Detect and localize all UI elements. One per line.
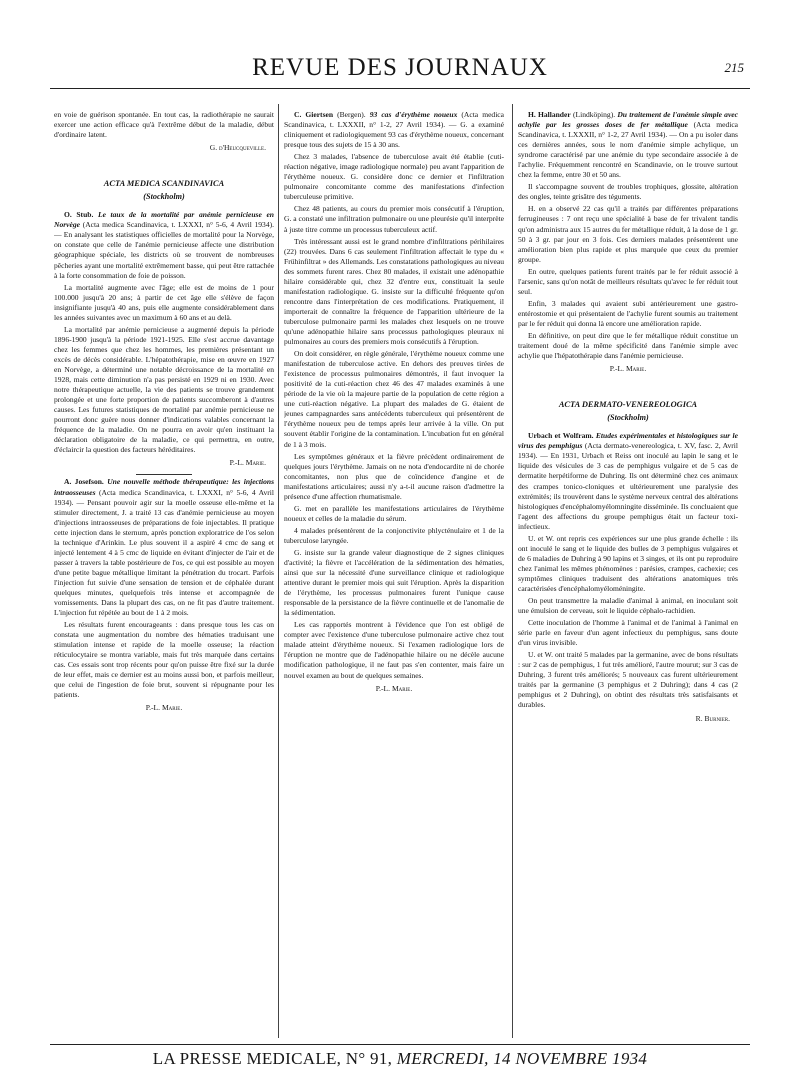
article-author: O. Stub. [64, 210, 94, 220]
section-subtitle: (Stockholm) [607, 413, 649, 423]
footer-rule [50, 1044, 750, 1045]
author-signature: P.-L. Marie. [375, 683, 413, 693]
author-signature: P.-L. Marie. [229, 458, 266, 468]
article-abstract [54, 210, 274, 280]
author-signature: P.-L. Marie. [609, 364, 647, 374]
paragraph: G. insiste sur la grande valeur diagnostique de 2 signes cliniques d'activité; la fièvre et l'accélération de la sédimentation des hématies, ainsi que sur la nécessité d'une surveillance clinique et radiologique attentive durant le premier mois qui suit l'éruption. Après la disparition de l'érythème, les processus pulmonaires furent l'unique cause responsable de la persistance de la fièvre continuelle et de l'anomalie de la sédimentation. [284, 547, 504, 618]
article-author: Urbach et Wolfram. [528, 431, 594, 441]
article-abstract [518, 431, 738, 531]
footer-date: MERCREDI, 14 NOVEMBRE 1934 [396, 1049, 648, 1068]
paragraph: Les résultats furent encourageants : dans presque tous les cas on constata une augmentation du nombre des hématies traduisant une stimulation intense et rapide de la moelle osseuse; la réaction réticulocytaire se montra variable, mais fut très marquée dans certains cas. Ces essais sont trop récents pour qu'on puisse être fixé sur la durée de leur effet, mais ce dernier est au moins aussi bon, et parfois meilleur, que celui de l'ingestion de foie brut, souvent si répugnante pour les patients. [54, 620, 274, 700]
article-title: Une nouvelle méthode thérapeutique: les injections intraosseuses [54, 477, 274, 497]
footer-text [50, 1049, 750, 1069]
section-subtitle: (Stockholm) [143, 192, 185, 202]
author-signature: R. Burnier. [695, 713, 730, 723]
paragraph: Il s'accompagne souvent de troubles trophiques, glossite, altération des ongles, teinte grisâtre des téguments. [518, 182, 738, 202]
paragraph: Chez 3 malades, l'absence de tuberculose avait été établie (cuti-réaction négative, image radiologique normale) peu avant l'apparition de l'érythème noueux. G. considère donc ce dernier et l'infiltration pulmonaire concomitante comme des manifestations d'infection tuberculeuse primitive. [284, 152, 504, 202]
paragraph: Enfin, 3 malades qui avaient subi antérieurement une gastro-entérostomie et qui présentaient de l'achylie furent soumis au traitement par le fer réduit qui donna là encore une amélioration rapide. [518, 298, 738, 328]
column-divider [512, 104, 513, 1038]
paragraph: Cette inoculation de l'homme à l'animal et de l'animal à l'animal en série parle en faveur d'un agent infectieux du pemphigus, sans doute d'un virus invisible. [518, 618, 738, 648]
paragraph: Très intéressant aussi est le grand nombre d'infiltrations périhilaires (22) trouvées. Dans 6 cas seulement l'infiltration affectait le type du « Frühinfiltrat » des Allemands. Les constatations pathologiques au niveau des sommets furent rares. Chez 80 malades, il existait une adénopathie hilaire considérable qui, chez 32 d'entre eux, constituait la seule manifestation radiologique. G. insiste sur la difficulté fréquente qu'on rencontre dans l'interprétation de ces modifications. Pratiquement, il importerait de connaître la fréquence de l'apparition ultérieure de la tuberculose pulmonaire parmi les malades chez lesquels on ne trouve qu'une adénopathie hilaire sans processus pathologiques pleuraux ni pulmonaires au cours des premiers mois consécutifs à l'éruption. [284, 236, 504, 347]
paragraph: Chez 48 patients, au cours du premier mois consécutif à l'éruption, G. a constaté une infiltration pulmonaire ou une pleurésie qu'il interprète à juste titre comme un processus tuberculeux actif. [284, 204, 504, 234]
paragraph: La mortalité par anémie pernicieuse a augmenté depuis la période 1896-1900 jusqu'à la période 1921-1925. Elle s'est accrue davantage chez les femmes que chez les hommes, les premières présentant un excès de décès considérable. L'hépatothérapie, mise en œuvre en 1927 en Norvège, a déterminé une notable décroissance de la mortalité en 1928, mais cette diminution n'a pas persisté en 1929 ni en 1930. Avec notre thérapeutique actuelle, la vie des patients se trouve grandement prolongée et une forte proportion de patients succomberont à d'autres causes. Les futures statistiques de mortalité par anémie pernicieuse ne pourront donc guère nous donner d'indications valables concernant la fréquence de la maladie. On ne pourra en avoir qu'en instituant la déclaration obligatoire de la maladie, ce qui permettra, en outre, d'éclaircir la question des facteurs héréditaires. [54, 324, 274, 455]
paragraph: On doit considérer, en règle générale, l'érythème noueux comme une manifestation de tuberculose active. En dehors des preuves tirées de l'existence de processus pulmonaires démontrés, il faut invoquer la positivité de la cuti-réaction chez 46 des 47 malades examinés à une période de la vie où la majeure partie de la population de cette région a une cuti-réaction négative. La plupart des malades de G. étaient de jeunes campagnardes sans antécédents tuberculeux qui présentèrent de l'érythème noueux peu de temps après leur arrivée à la ville. On put souvent établir l'origine de la contamination. L'incubation fut en général de 1 à 3 mois. [284, 349, 504, 449]
article-body: (Acta medica Scandinavica, t. LXXXII, n° 1-2, 27 Avril 1934). — On a pu isoler dans ces dernières années, sous le nom d'anémie simple achylique, un syndrome caractérisé par une anémie du type secondaire associée à de l'achylie. Fréquemment rencontré en Scandinavie, on le trouve surtout chez la femme, entre 30 et 50 ans. [518, 120, 738, 180]
section-title: ACTA DERMATO-VENEREOLOGICA [558, 400, 698, 410]
paragraph: En outre, quelques patients furent traités par le fer réduit associé à l'arsenic, sans qu'on notât de meilleurs résultats qu'avec le fer réduit tout seul. [518, 266, 738, 296]
running-title: REVUE DES JOURNAUX [252, 54, 548, 81]
article-body: (Acta medica Scandinavica, t. LXXXII, n° 1-2, 27 Avril 1934). — G. a examiné cliniquement et radiologiquement 93 cas d'érythème noueux, concernant presque tous des sujets de 15 à 30 ans. [284, 110, 504, 150]
page-header [50, 52, 750, 92]
article-author: C. Giertsen [294, 110, 334, 119]
footer-journal: LA PRESSE MEDICALE, [152, 1049, 342, 1068]
page-footer [50, 1044, 750, 1069]
article-title: 93 cas d'érythème noueux [369, 110, 458, 119]
article-abstract [518, 110, 738, 180]
column-left [54, 110, 274, 1040]
paragraph: U. et W. ont repris ces expériences sur une plus grande échelle : ils ont inoculé le sang et le liquide des bulles de 3 pemphigus vulgaires et de 6 maladies de Duhring à 90 lapins et 3 singes, et ils ont pu reproduire chez l'animal les mêmes phénomènes : parésies, crampes, cachexie; ces symptômes cliniques traduisent des altérations anatomiques très caractérisées d'encéphalomyéloméningite. [518, 533, 738, 593]
header-rule [50, 88, 750, 89]
article-body: (Acta dermato-venereologica, t. XV, fasc. 2, Avril 1934). — En 1931, Urbach et Reiss ont inoculé au lapin le sang et le liquide des vésicules de 3 cas de pemphigus vulgaire et de 5 cas de dermatite herpétiforme de Duhring. Ils ont déterminé chez ces animaux des crampes tonico-cloniques et ultérieurement une paralysie des extrémités; ils trouvèrent dans le système nerveux central des altérations histologiques d'encéphalomyélomningite disséminée. Ils concluaient que l'agent des affections du groupe pemphigus était un facteur toxi-infectieux. [518, 441, 738, 531]
article-title: Le taux de la mortalité par anémie pernicieuse en Norvège [54, 210, 274, 230]
paragraph: H. en a observé 22 cas qu'il a traités par différentes préparations ferrugineuses : 7 ont reçu une spécialité à base de fer trivalent tandis qu'on administra aux 15 autres du fer métallique réduit, à la dose de 1 gr. 50 à 3 gr. par jour en 3 fois. Ces derniers malades présentèrent une amélioration bien plus rapide et plus marquée que ceux du premier groupe. [518, 204, 738, 264]
page-number: 215 [724, 60, 744, 75]
paragraph: Les symptômes généraux et la fièvre précèdent ordinairement de quelques jours l'érythème. Jamais on ne nota d'endocardite ni de chorée concomitantes, non plus que de coïncidence d'angine et de manifestations articulaires; aussi n'y a-t-il aucune raison d'admettre la présence d'une affection rhumatismale. [284, 451, 504, 501]
article-place: (Bergen). [337, 110, 366, 119]
article-place: (Lindköping). [572, 110, 616, 119]
paragraph: Les cas rapportés montrent à l'évidence que l'on est obligé de compter avec l'existence d'une tuberculose pulmonaire active chez tout malade atteint d'érythème noueux. Si l'examen radiologique lors de l'éruption ne montre que de l'adénopathie hilaire ou ne décèle aucune modification pathologique, il ne faut pas s'en contenter, mais faire un nouvel examen au bout de quelques semaines. [284, 620, 504, 680]
separator-rule [136, 474, 192, 475]
paragraph: On peut transmettre la maladie d'animal à animal, en inoculant soit une émulsion de cerveau, soit le liquide céphalo-rachidien. [518, 596, 738, 616]
footer-issue: N° 91, [345, 1049, 393, 1068]
paragraph: en voie de guérison spontanée. En tout cas, la radiothérapie ne saurait exercer une action efficace qu'à l'extrême début de la maladie, début d'ordinaire latent. [54, 110, 274, 140]
article-body: (Acta medica Scandinavica, t. LXXXI, n° 5-6, 4 Avril 1934). — Pensant pouvoir agir sur la moelle osseuse elle-même et la stimuler directement, J. a traité 13 cas d'anémie pernicieuse au moyen d'injections intraosseuses de préparations de foie injectables. Il pratique cette injection dans le sternum, après ponction exploratrice de l'os selon la technique d'Arinkin. Le plus souvent il a aspiré 4 cmc de sang et injecté lentement 4 à 5 cmc de liquide en évitant d'injecter de l'air et de passer à travers la table postérieure de l'os, ce qui est possible au moyen d'une petite bague métallique limitant la pénétration du trocart. Parfois l'injection fut suivie d'une sensation de tension et de céphalée durant quelques minutes, quelquefois très intense et accompagnée de vomissements. Dans la plupart des cas, on ne fit pas d'autre traitement. L'injection fut répétée au bout de 1 à 2 mois. [54, 487, 274, 618]
article-title: Du traitement de l'anémie simple avec achylie par les grosses doses de fer métallique [518, 110, 738, 130]
article-author: A. Josefson. [64, 477, 104, 487]
paragraph: En définitive, on peut dire que le fer métallique réduit constitue un traitement doué de la même spécificité dans l'anémie simple avec achylie que l'hépatothérapie dans l'anémie pernicieuse. [518, 330, 738, 361]
author-signature: P.-L. Marie. [145, 703, 183, 713]
column-right [518, 110, 738, 1040]
article-abstract [284, 110, 504, 150]
paragraph: G. met en parallèle les manifestations articulaires de l'érythème noueux et celles de la maladie du sérum. [284, 503, 504, 523]
column-middle [284, 110, 504, 1040]
column-divider [278, 104, 279, 1038]
article-title: Etudes expérimentales et histologiques sur le virus des pemphigus [518, 431, 738, 451]
article-abstract [54, 477, 274, 618]
article-body: (Acta medica Scandinavica, t. LXXXI, n° 5-6, 4 Avril 1934). — En analysant les statistiques officielles de mortalité pour la Norvège, on constate que celle de l'anémie pernicieuse affecte une distribution géographique spéciale, les districts où se trouvent de nombreuses pêcheries ayant une mortalité extrêmement basse, qui peut être rattachée à la forte consommation de foie de poisson. [54, 220, 274, 280]
paragraph: La mortalité augmente avec l'âge; elle est de moins de 1 pour 100.000 jusqu'à 20 ans; à partir de cet âge elle s'élève de façon insignifiante jusqu'à 40 ans, puis elle augmente considérablement dans les années suivantes avec un maximum à 60 ans et au delà. [54, 282, 274, 322]
paragraph: 4 malades présentèrent de la conjonctivite phlycténulaire et 1 de la tuberculose laryngée. [284, 525, 504, 545]
author-signature: G. d'Heucqueville. [209, 143, 266, 153]
paragraph: U. et W. ont traité 5 malades par la germanine, avec de bons résultats : sur 2 cas de pemphigus, 1 fut très amélioré, l'autre mourut; sur 3 cas de Duhring, 3 furent très améliorés; 5 nouveaux cas furent ultérieurement traités par la germanine (3 pemphigus et 2 Duhring); dans 4 cas (2 pemphigus et 2 Duhring), on obtint des résultats très satisfaisants et durables. [518, 650, 738, 710]
section-title: ACTA MEDICA SCANDINAVICA [103, 179, 225, 189]
article-author: H. Hallander [528, 110, 571, 119]
